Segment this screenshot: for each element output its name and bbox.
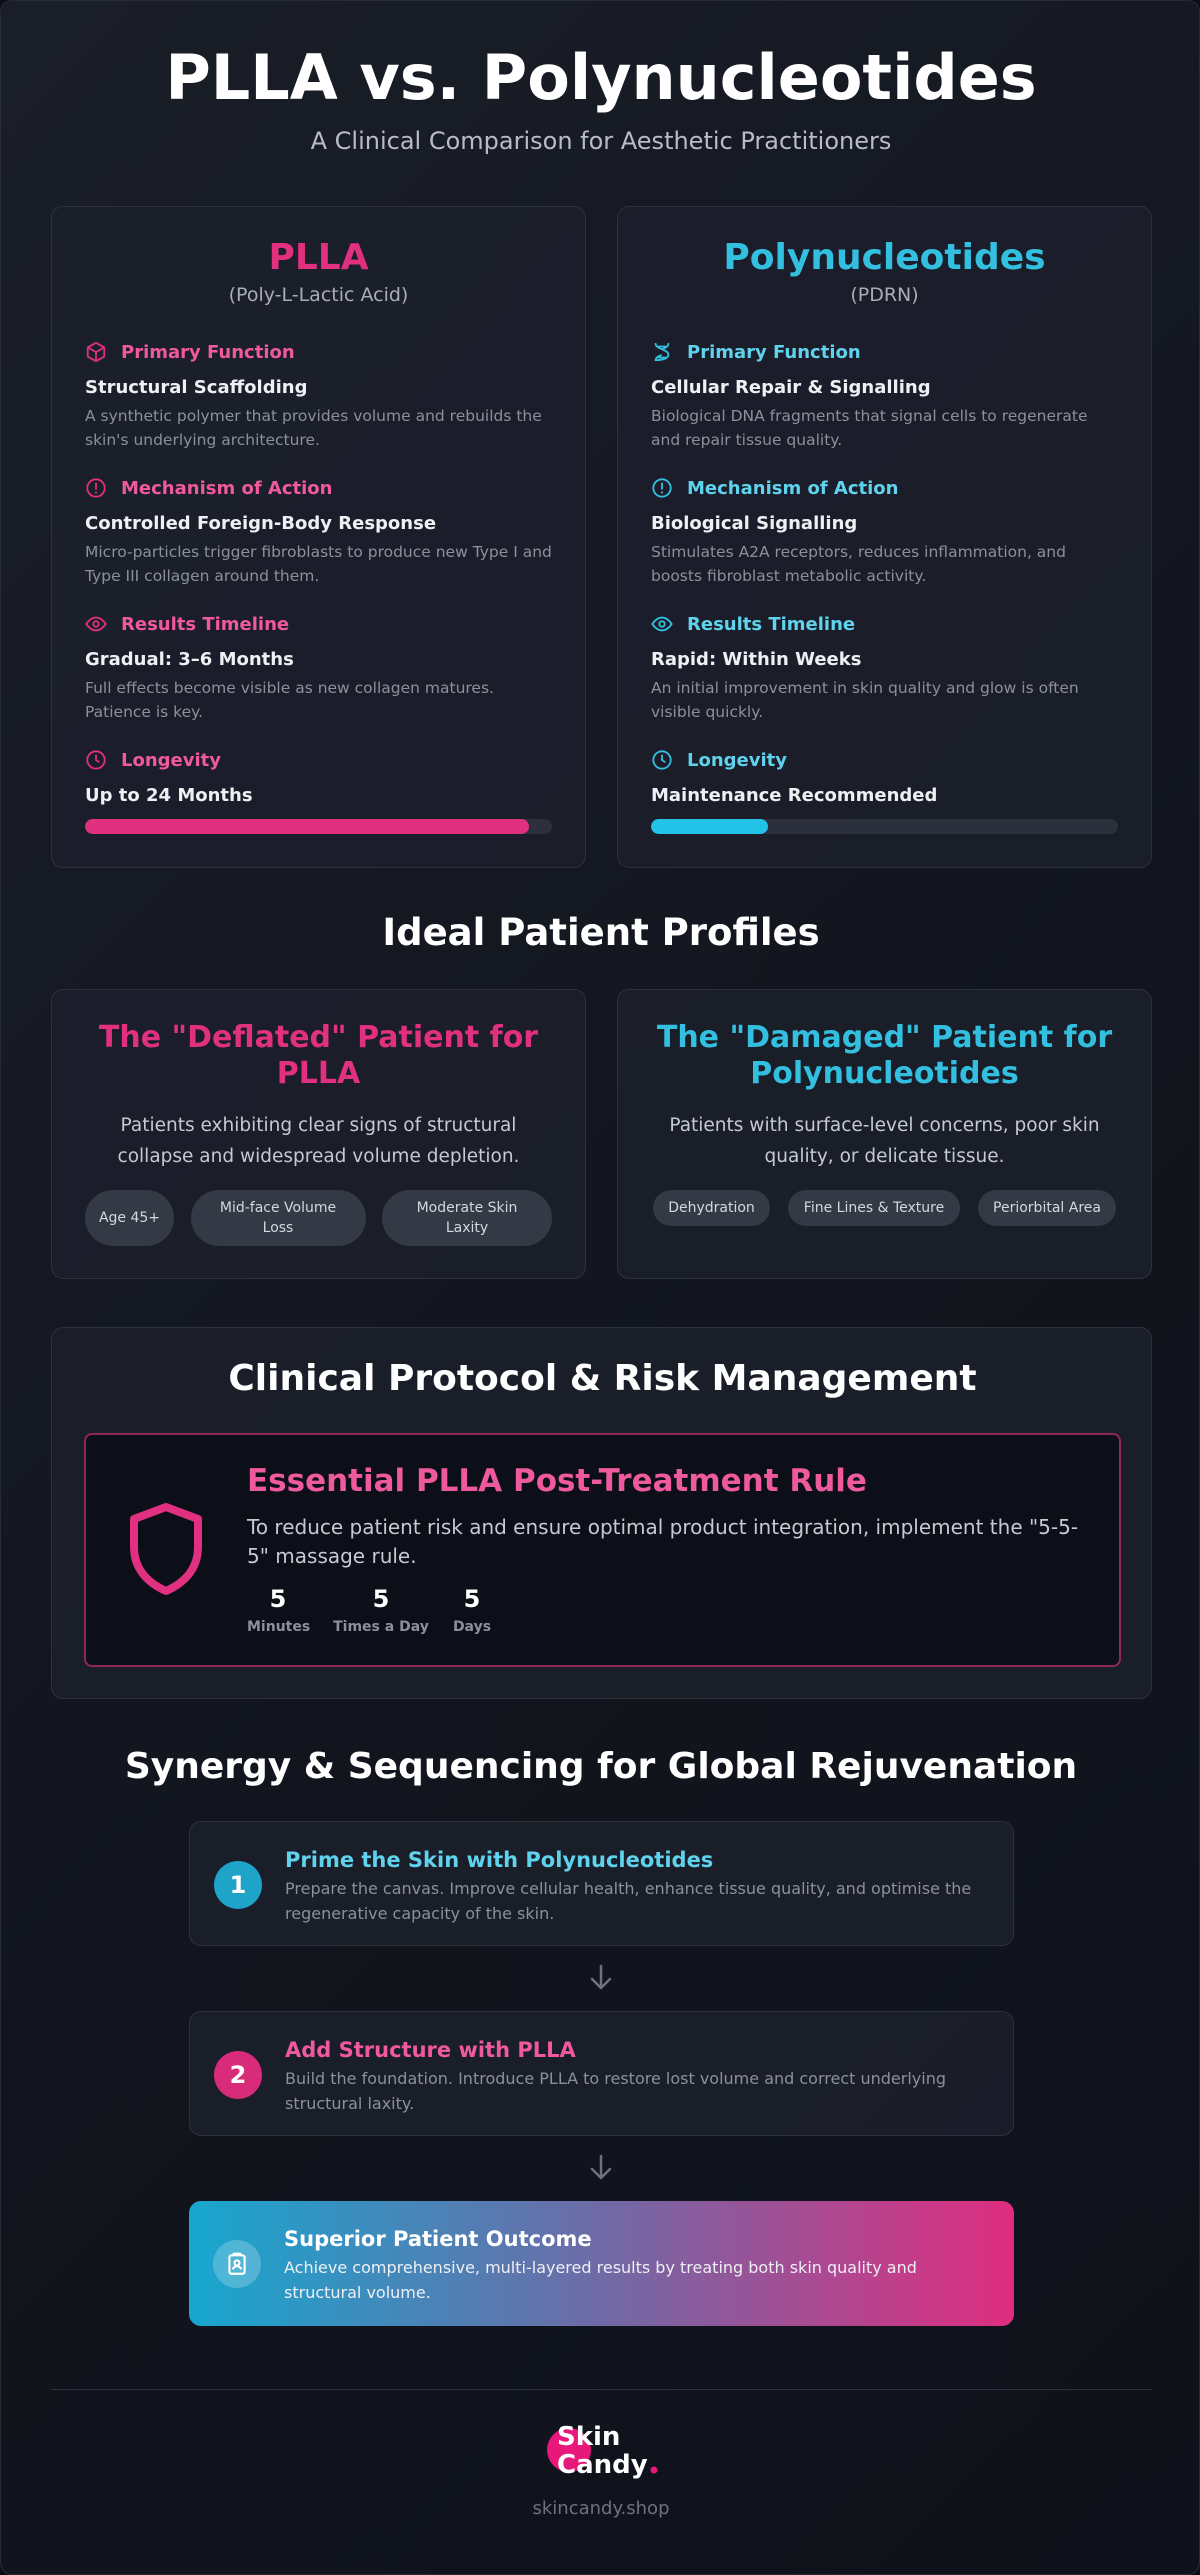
skin-candy-logo	[541, 2417, 666, 2483]
step-description: Build the foundation. Introduce PLLA to restore lost volume and correct underlying structural laxity.	[285, 2069, 946, 2113]
rule-title: Essential PLLA Post-Treatment Rule	[247, 1463, 867, 1499]
pdrn-longevity-bar	[651, 819, 1118, 834]
footer-site[interactable]: skincandy.shop	[532, 2498, 670, 2519]
eye-icon	[651, 613, 673, 635]
row-description: Micro-particles trigger fibroblasts to produce new Type I and Type III collagen around them.	[85, 543, 552, 585]
page-title: PLLA vs. Polynucleotides	[165, 41, 1037, 114]
rule-text: To reduce patient risk and ensure optimal product integration, implement the "5-5-5" massage rule.	[247, 1515, 1079, 1568]
step-number-badge: 2	[214, 2051, 262, 2099]
outcome-badge	[213, 2240, 261, 2288]
plla-longevity-fill	[85, 819, 529, 834]
step-add-structure	[189, 2011, 1014, 2136]
protocol-title: Clinical Protocol & Risk Management	[228, 1358, 977, 1399]
profiles-title: Ideal Patient Profiles	[382, 911, 820, 954]
alert-circle-icon	[651, 477, 673, 499]
row-heading: Controlled Foreign-Body Response	[85, 513, 437, 534]
row-label: Primary Function	[121, 341, 295, 363]
stat-minutes	[247, 1585, 309, 1635]
stat-times-a-day	[332, 1585, 430, 1635]
svg-text:Candy: Candy	[557, 2450, 648, 2480]
arrow-down-icon	[587, 1963, 615, 1993]
plla-card	[51, 206, 586, 868]
stat-label: Times a Day	[333, 1619, 429, 1635]
stat-label: Minutes	[247, 1619, 311, 1635]
row-heading: Cellular Repair & Signalling	[651, 377, 931, 398]
pdrn-card	[617, 206, 1152, 868]
dna-icon	[651, 341, 673, 363]
deflated-tags	[85, 1190, 552, 1246]
pdrn-primary-function	[651, 341, 1118, 452]
plla-full-name: (Poly-L-Lactic Acid)	[228, 284, 409, 306]
stat-days	[450, 1585, 494, 1635]
row-heading: Maintenance Recommended	[651, 785, 938, 806]
clock-icon	[85, 749, 107, 771]
profile-tag: Mid-face Volume Loss	[191, 1190, 366, 1246]
row-label: Results Timeline	[121, 613, 290, 635]
row-heading: Biological Signalling	[651, 513, 858, 534]
row-heading: Gradual: 3–6 Months	[85, 649, 294, 670]
pdrn-heading: Polynucleotides	[723, 237, 1046, 278]
protocol-card	[51, 1327, 1152, 1699]
step-title: Prime the Skin with Polynucleotides	[285, 1848, 714, 1872]
plla-longevity	[85, 749, 552, 806]
step-prime-skin	[189, 1821, 1014, 1946]
clipboard-user-icon	[224, 2251, 250, 2277]
stat-label: Days	[452, 1619, 492, 1635]
profile-tag: Fine Lines & Texture	[788, 1190, 960, 1226]
stat-value: 5	[269, 1585, 287, 1613]
page-subtitle: A Clinical Comparison for Aesthetic Practitioners	[310, 127, 892, 155]
damaged-title: The "Damaged" Patient for Polynucleotides	[656, 1020, 1113, 1091]
deflated-title: The "Deflated" Patient for PLLA	[98, 1020, 539, 1091]
row-heading: Rapid: Within Weeks	[651, 649, 862, 670]
arrow-down-icon	[587, 2153, 615, 2183]
step-title: Add Structure with PLLA	[285, 2038, 576, 2062]
row-label: Longevity	[121, 749, 221, 771]
row-heading: Structural Scaffolding	[85, 377, 308, 398]
row-label: Mechanism of Action	[687, 477, 899, 499]
alert-circle-icon	[85, 477, 107, 499]
step-description: Prepare the canvas. Improve cellular health, enhance tissue quality, and optimise the regenerative capacity of the skin.	[285, 1879, 972, 1923]
damaged-description: Patients with surface-level concerns, poor skin quality, or delicate tissue.	[669, 1115, 1100, 1167]
stat-value: 5	[463, 1585, 481, 1613]
superior-outcome	[189, 2201, 1014, 2326]
row-label: Mechanism of Action	[121, 477, 333, 499]
plla-results-timeline	[85, 613, 552, 724]
plla-primary-function	[85, 341, 552, 452]
row-description: An initial improvement in skin quality and glow is often visible quickly.	[651, 679, 1079, 721]
stat-value: 5	[372, 1585, 390, 1613]
eye-icon	[85, 613, 107, 635]
profile-tag: Age 45+	[85, 1190, 174, 1246]
row-description: Full effects become visible as new collagen matures. Patience is key.	[85, 679, 494, 721]
row-label: Results Timeline	[687, 613, 856, 635]
pdrn-full-name: (PDRN)	[850, 284, 919, 306]
row-label: Primary Function	[687, 341, 861, 363]
profile-tag: Moderate Skin Laxity	[382, 1190, 552, 1246]
pdrn-results-timeline	[651, 613, 1118, 724]
row-description: Stimulates A2A receptors, reduces inflammation, and boosts fibroblast metabolic activity.	[651, 543, 1066, 585]
outcome-description: Achieve comprehensive, multi-layered results by treating both skin quality and structural volume.	[284, 2258, 917, 2302]
plla-heading: PLLA	[268, 237, 369, 278]
damaged-profile-card	[617, 989, 1152, 1279]
deflated-description: Patients exhibiting clear signs of structural collapse and widespread volume depletion.	[117, 1115, 520, 1167]
svg-text:Skin: Skin	[557, 2422, 621, 2452]
row-label: Longevity	[687, 749, 787, 771]
profile-tag: Dehydration	[653, 1190, 770, 1226]
damaged-tags	[653, 1190, 1116, 1226]
post-treatment-rule	[84, 1433, 1121, 1667]
plla-mechanism	[85, 477, 552, 588]
outcome-title: Superior Patient Outcome	[284, 2227, 592, 2251]
pdrn-longevity-fill	[651, 819, 768, 834]
plla-longevity-bar	[85, 819, 552, 834]
cube-icon	[85, 341, 107, 363]
row-heading: Up to 24 Months	[85, 785, 253, 806]
row-description: Biological DNA fragments that signal cells to regenerate and repair tissue quality.	[651, 407, 1088, 449]
step-number-badge: 1	[214, 1861, 262, 1909]
shield-icon	[126, 1501, 206, 1597]
footer-divider	[51, 2389, 1152, 2390]
synergy-title: Synergy & Sequencing for Global Rejuvenation	[124, 1746, 1078, 1787]
pdrn-mechanism	[651, 477, 1118, 588]
pdrn-longevity	[651, 749, 1118, 806]
clock-icon	[651, 749, 673, 771]
deflated-profile-card	[51, 989, 586, 1279]
profile-tag: Periorbital Area	[978, 1190, 1116, 1226]
row-description: A synthetic polymer that provides volume and rebuilds the skin's underlying architecture.	[85, 407, 542, 449]
